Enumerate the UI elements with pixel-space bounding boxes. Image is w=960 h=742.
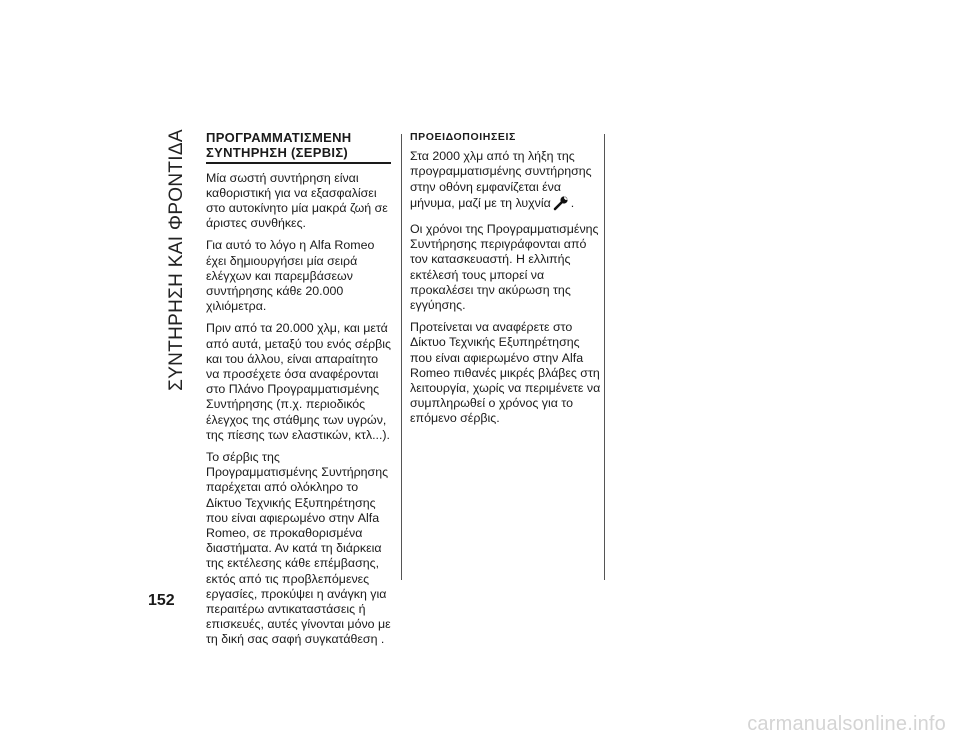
column-divider-right [604, 134, 605, 580]
section-title-line2: ΣΥΝΤΗΡΗΣΗ (ΣΕΡΒΙΣ) [206, 145, 349, 160]
chapter-title: ΣΥΝΤΗΡΗΣΗ ΚΑΙ ΦΡΟΝΤΙΔΑ [166, 129, 188, 391]
paragraph: Το σέρβις της Προγραμματισμένης Συντήρησης παρέχεται από ολόκληρο το Δίκτυο Τεχνικής Εξυπηρέτησης που είναι αφιερωμένο στην Alfa Romeo, σε προκαθορισμένα διαστήματα. Αν κατά τη διάρκεια της εκτέλεσης κάθε επέμβασης, εκτός από τις προβλεπόμενες εργασίες, προκύψει η ανάγκη για περαιτέρω αντικαταστάσεις ή επισκευές, αυτές γίνονται μόνο με τη δική σας σαφή συγκατάθεση . [206, 449, 391, 647]
section-title-line1: ΠΡΟΓΡΑΜΜΑΤΙΣΜΕΝΗ [206, 130, 352, 145]
page-number: 152 [148, 592, 175, 609]
column-divider-left [401, 134, 402, 580]
paragraph: Πριν από τα 20.000 χλμ, και μετά από αυτά, μεταξύ του ενός σέρβις και του άλλου, είναι απαραίτητο να προσέχετε όσα αναφέρονται στο Πλάνο Προγραμματισμένης Συντήρησης (π.χ. περιοδικός έλεγχος της στάθμης των υγρών, της πίεσης των ελαστικών, κτλ...). [206, 321, 391, 442]
right-column [410, 130, 602, 434]
warnings-title: ΠΡΟΕΙΔΟΠΟΙΗΣΕΙΣ [410, 131, 516, 143]
warning-text: Στα 2000 χλμ από τη λήξη της προγραμματισμένης συντήρησης στην οθόνη εμφανίζεται ένα μήνυμα, μαζί με τη λυχνία [410, 149, 592, 210]
left-column [206, 130, 391, 655]
paragraph: Για αυτό το λόγο η Alfa Romeo έχει δημιουργήσει μία σειρά ελέγχων και παρεμβάσεων συντήρησης κάθε 20.000 χιλιόμετρα. [206, 238, 375, 314]
warning-paragraph: Προτείνεται να αναφέρετε στο Δίκτυο Τεχνικής Εξυπηρέτησης που είναι αφιερωμένο στην Alfa Romeo πιθανές μικρές βλάβες στη λειτουργία, χωρίς να περιμένετε να συμπληρωθεί ο χρόνος για το επόμενο σέρβις. [410, 320, 601, 426]
chapter-side-tab [162, 130, 192, 390]
warning-paragraph [410, 149, 602, 215]
paragraph: Μία σωστή συντήρηση είναι καθοριστική για να εξασφαλίσει στο αυτοκίνητο μία μακρά ζωή σε άριστες συνθήκες. [206, 170, 388, 231]
title-underline [206, 162, 391, 164]
warning-text-end: . [570, 195, 575, 210]
wrench-icon [553, 195, 569, 215]
warning-paragraph: Οι χρόνοι της Προγραμματισμένης Συντήρησης περιγράφονται από τον κατασκευαστή. Η ελλιπής εκτέλεσή τους μπορεί να προκαλέσει την ακύρωση της εγγύησης. [410, 222, 599, 313]
section-title [206, 130, 391, 160]
watermark: carmanualsonline.info [747, 713, 946, 735]
